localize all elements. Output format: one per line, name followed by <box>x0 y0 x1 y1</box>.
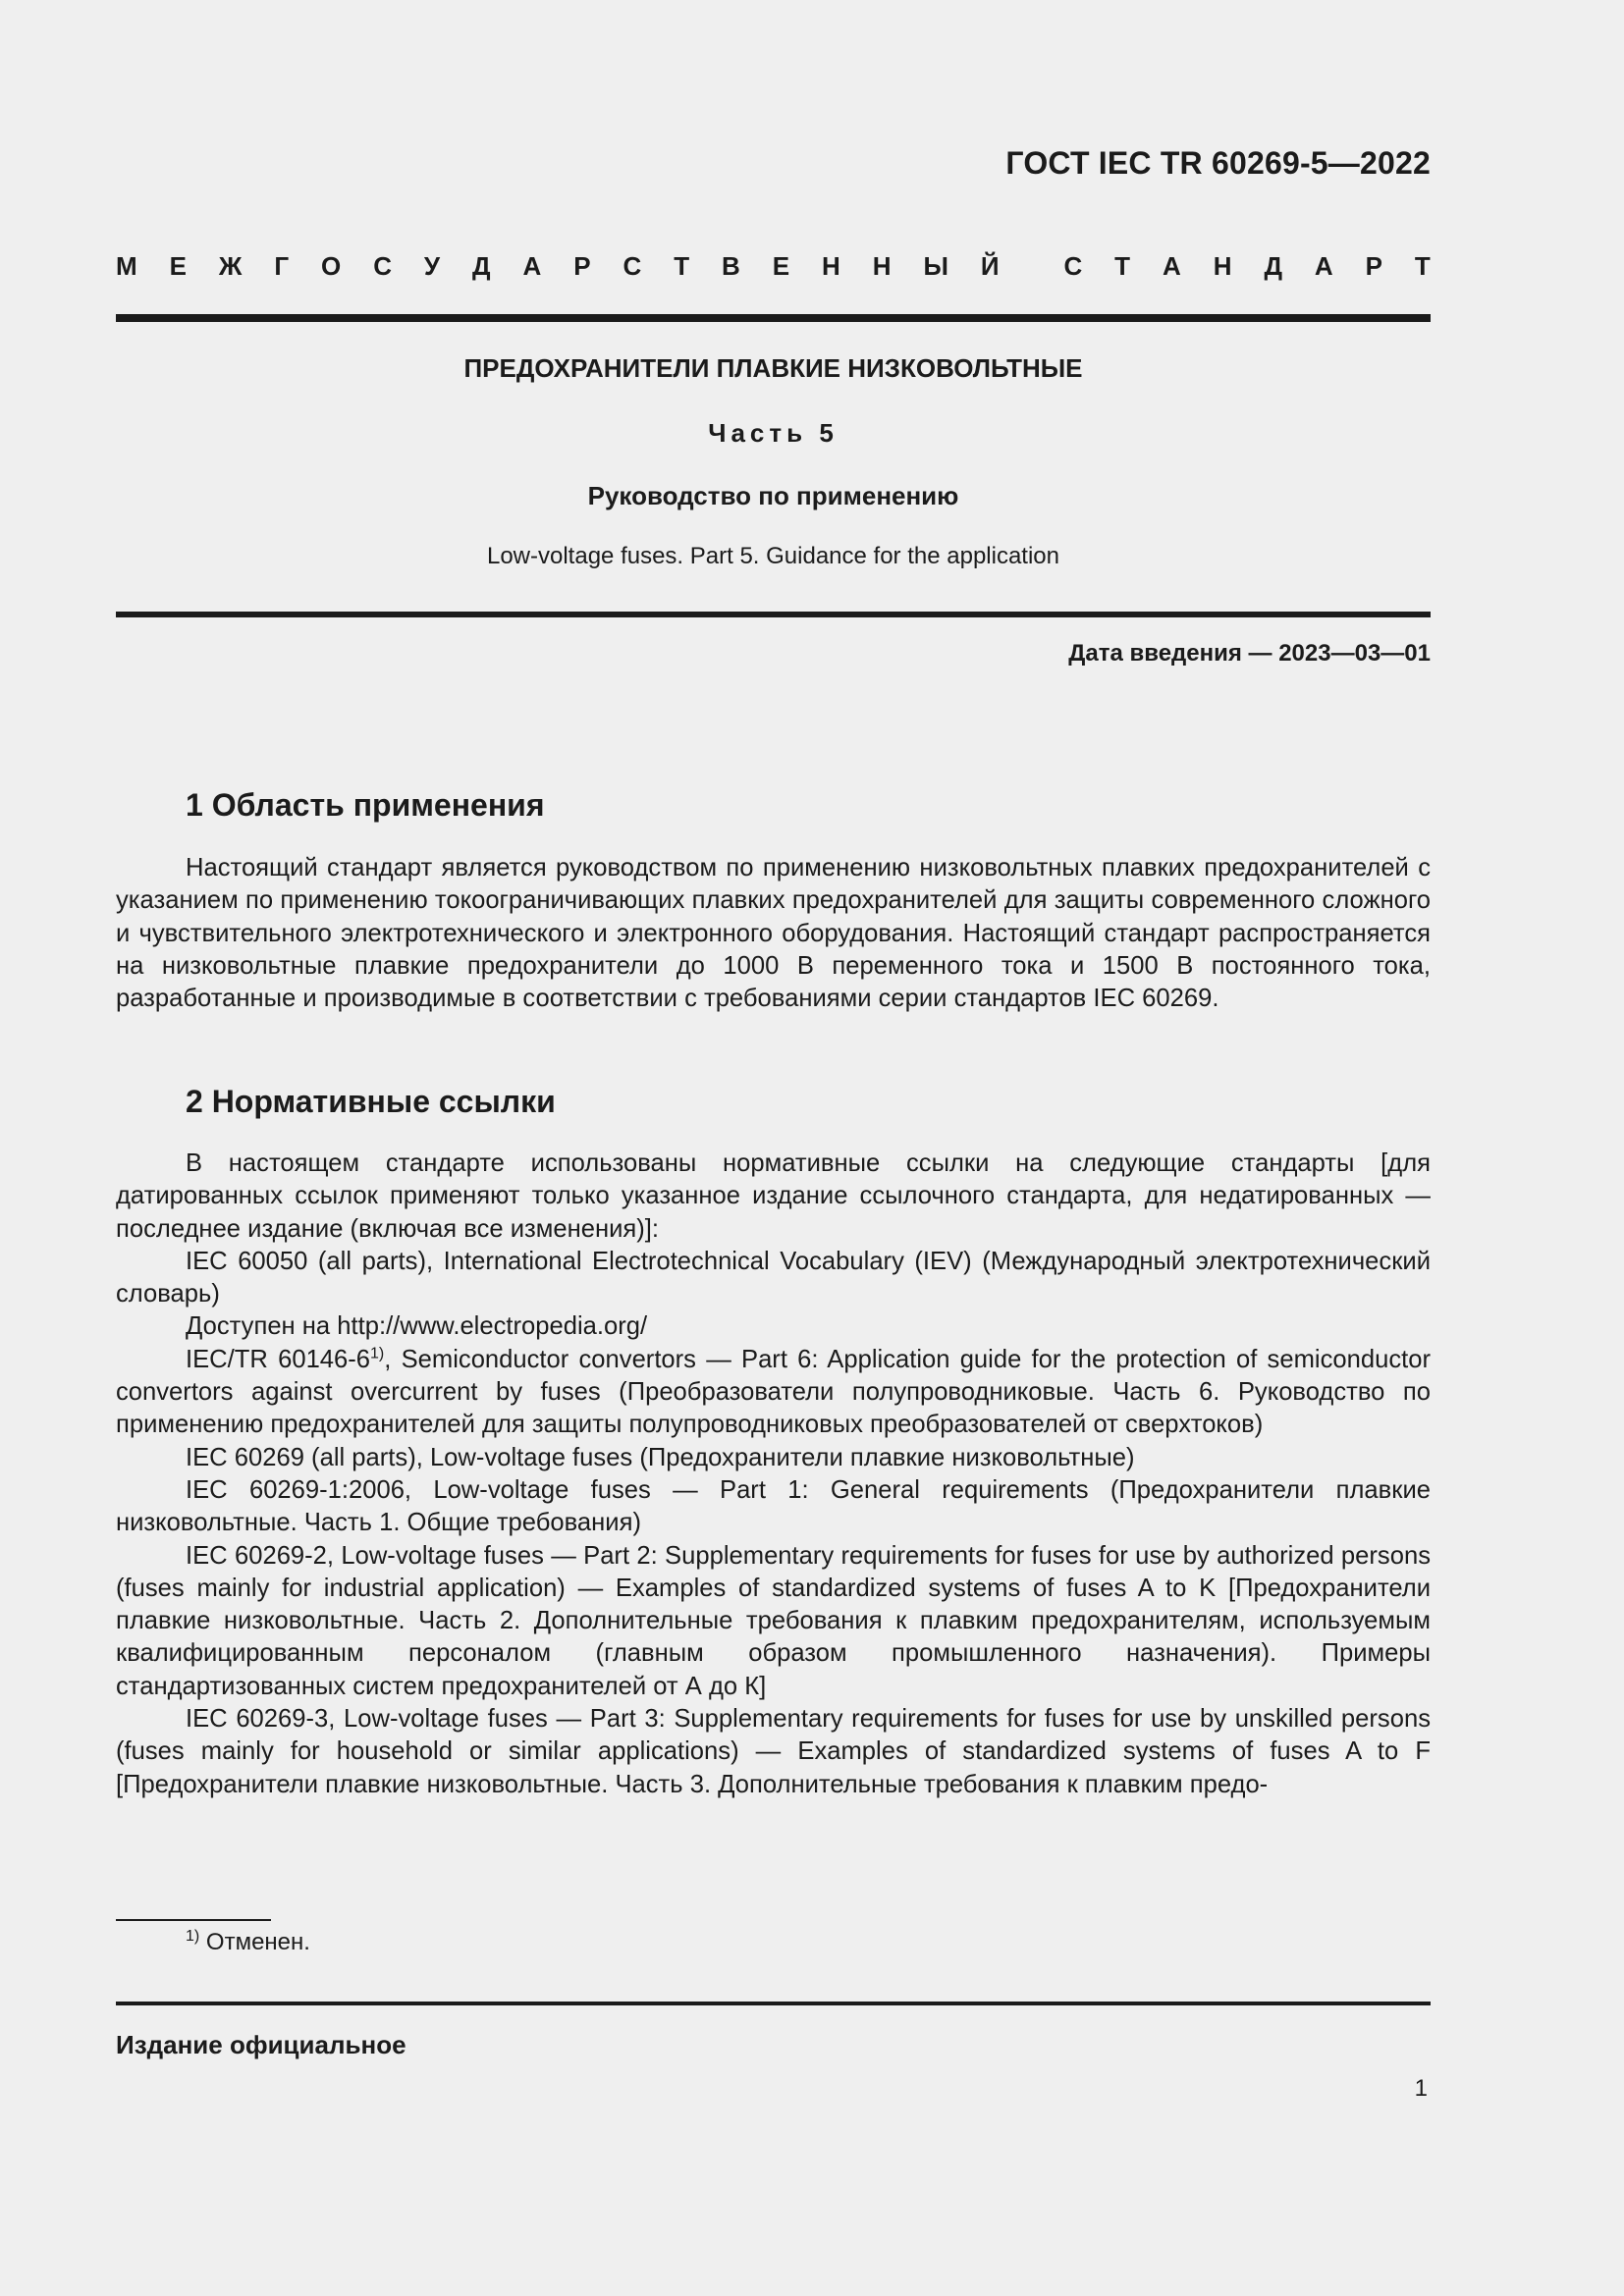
introduction-date: Дата введения — 2023—03—01 <box>1068 640 1431 667</box>
standard-subtitle: Руководство по применению <box>587 481 959 510</box>
standard-english-title: Low-voltage fuses. Part 5. Guidance for the application <box>486 543 1059 569</box>
footnote-marker[interactable]: 1) <box>370 1345 385 1362</box>
section-2-body <box>116 1148 1431 1801</box>
banner-letter: М <box>116 251 137 281</box>
banner-letter: Т <box>1114 251 1131 281</box>
reference-iec-60146-6 <box>116 1344 1431 1442</box>
banner-letter: Г <box>274 251 290 281</box>
banner-letter: С <box>1063 251 1083 281</box>
banner-letter: Т <box>1414 251 1431 281</box>
standard-title: ПРЕДОХРАНИТЕЛИ ПЛАВКИЕ НИЗКОВОЛЬТНЫЕ <box>463 353 1083 383</box>
footnote <box>186 1929 310 1956</box>
page-number: 1 <box>1414 2075 1428 2102</box>
header-divider <box>116 314 1431 322</box>
footnote-divider <box>116 1919 271 1921</box>
footnote-mark: 1) <box>186 1928 200 1945</box>
section-1-body <box>116 852 1431 1015</box>
banner-letter: Р <box>1365 251 1382 281</box>
scope-paragraph: Настоящий стандарт является руководством по применению низковольтных плавких предохранителей с указанием по применению токоограничивающих плавких предохранителей для защиты современного сложного и чувствительного электротехнического и электронного оборудования. Настоящий стандарт распространяется на низковольтные плавкие предохранители до 1000 В переменного тока и 1500 В постоянного тока, разработанные и производимые в соответствии с требованиями серии стандартов IEC 60269. <box>116 854 1431 1013</box>
banner-letter: Н <box>872 251 892 281</box>
banner-letter: Ж <box>218 251 243 281</box>
footnote-text: Отменен. <box>205 1929 310 1955</box>
banner-letter: Й <box>980 251 1000 281</box>
document-code: ГОСТ IEC TR 60269-5—2022 <box>1005 145 1431 181</box>
footer-divider <box>116 2002 1431 2005</box>
reference-code: IEC/TR 60146-6 <box>186 1345 371 1373</box>
reference-iec-60269-1: IEC 60269-1:2006, Low-voltage fuses — Part 1: General requirements (Предохранители плавкие низковольтные. Часть 1. Общие требования) <box>116 1475 1431 1537</box>
title-divider <box>116 612 1431 617</box>
official-edition-label: Издание официальное <box>116 2030 406 2059</box>
references-intro: В настоящем стандарте использованы нормативные ссылки на следующие стандарты [для датированных ссылок применяют только указанное издание ссылочного стандарта, для недатированных — последнее издание (включая все изменения)]: <box>116 1149 1431 1243</box>
banner-letter: У <box>423 251 441 281</box>
reference-iec-60050: IEC 60050 (all parts), International Electrotechnical Vocabulary (IEV) (Международный электротехнический словарь) <box>116 1247 1431 1308</box>
banner-letter: Н <box>822 251 840 281</box>
banner-letter: С <box>623 251 642 281</box>
reference-iec-60269-2: IEC 60269-2, Low-voltage fuses — Part 2: Supplementary requirements for fuses for use by authorized persons (fuses mainly for industrial application) — Examples of standardized systems of fuses A to K [Предохранители плавкие низковольтные. Часть 2. Дополнительные требования к плавким предохранителям, используемым квалифицированным персоналом (главным образом промышленного назначения). Примеры стандартизованных систем предохранителей от А до К] <box>116 1541 1431 1700</box>
banner-letter: Т <box>674 251 690 281</box>
reference-iec-60269: IEC 60269 (all parts), Low-voltage fuses (Предохранители плавкие низковольтные) <box>186 1443 1135 1471</box>
section-1-heading: 1 Область применения <box>186 787 545 823</box>
banner-letter: Е <box>169 251 187 281</box>
banner-letter: Д <box>472 251 491 281</box>
banner-letter: А <box>1163 251 1181 281</box>
reference-iec-60269-3: IEC 60269-3, Low-voltage fuses — Part 3: Supplementary requirements for fuses for use by unskilled persons (fuses mainly for household or similar applications) — Examples of standardized systems of fuses A to F [Предохранители плавкие низковольтные. Часть 3. Дополнительные требования к плавким предо- <box>116 1705 1431 1798</box>
reference-access-link: Доступен на http://www.electropedia.org/ <box>186 1312 648 1341</box>
banner-letter: Е <box>772 251 790 281</box>
standard-part: Часть 5 <box>708 418 839 448</box>
banner-letter: А <box>522 251 542 281</box>
section-2-heading: 2 Нормативные ссылки <box>186 1084 556 1119</box>
banner-letter: О <box>321 251 342 281</box>
reference-description: , Semiconductor convertors — Part 6: Application guide for the protection of semiconductor convertors against overcurrent by fuses (Преобразователи полупроводниковые. Часть 6. Руководство по применению предохранителей для защиты полупроводниковых преобразователей от сверхтоков) <box>116 1345 1431 1439</box>
banner-letter: Д <box>1264 251 1282 281</box>
interstate-standard-banner <box>116 251 1431 282</box>
banner-letter: Р <box>573 251 591 281</box>
banner-letter: Н <box>1213 251 1232 281</box>
banner-letter: А <box>1314 251 1333 281</box>
banner-letter: С <box>373 251 392 281</box>
banner-letter: Ы <box>923 251 948 281</box>
banner-letter: В <box>722 251 740 281</box>
